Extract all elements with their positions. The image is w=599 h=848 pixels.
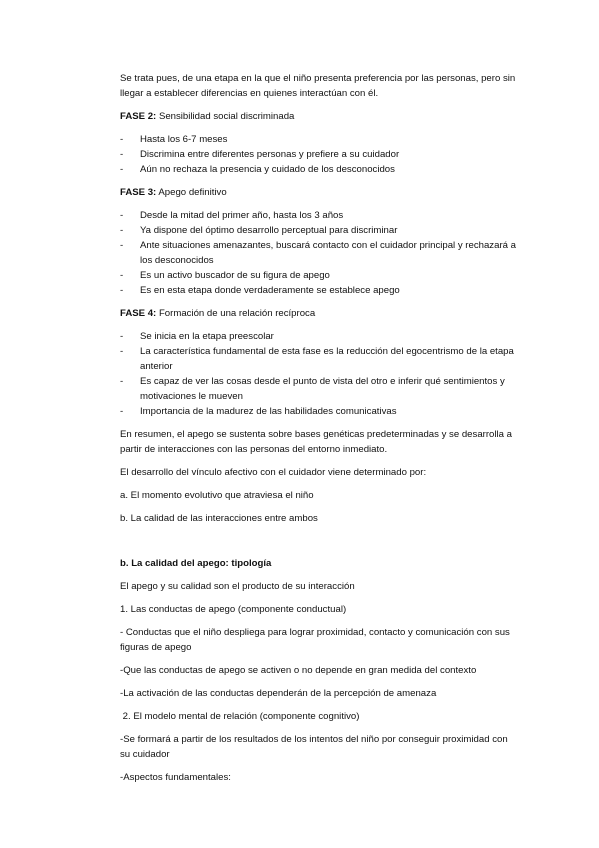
list-item: - Ante situaciones amenazantes, buscará contacto con el cuidador principal y rechazará a los desconocidos — [120, 240, 516, 266]
phase-2-heading — [120, 109, 520, 124]
paragraph: 1. Las conductas de apego (componente conductual) — [120, 604, 347, 615]
paragraph: 2. El modelo mental de relación (componente cognitivo) — [120, 711, 360, 722]
intro-paragraph: Se trata pues, de una etapa en la que el niño presenta preferencia por las personas, pero sin llegar a establecer diferencias en quienes interactúan con él. — [120, 73, 516, 99]
phase-3-label: FASE 3: — [120, 187, 157, 198]
phase-3-list — [120, 208, 520, 298]
paragraph: -Que las conductas de apego se activen o no depende en gran medida del contexto — [120, 665, 477, 676]
determinant-b: b. La calidad de las interacciones entre ambos — [120, 513, 318, 524]
phase-4-title: Formación de una relación recíproca — [158, 308, 316, 319]
phase-3-title: Apego definitivo — [158, 187, 227, 198]
list-item: - Se inicia en la etapa preescolar — [120, 331, 274, 342]
list-item: - Ya dispone del óptimo desarrollo perceptual para discriminar — [120, 225, 398, 236]
summary-paragraph: En resumen, el apego se sustenta sobre bases genéticas predeterminadas y se desarrolla a partir de interacciones con las personas del entorno inmediato. — [120, 429, 512, 455]
list-item: - Hasta los 6-7 meses — [120, 134, 228, 145]
phase-4-label: FASE 4: — [120, 308, 157, 319]
phase-3-heading — [120, 185, 520, 200]
paragraph: El apego y su calidad son el producto de su interacción — [120, 581, 355, 592]
list-item: - Aún no rechaza la presencia y cuidado de los desconocidos — [120, 164, 395, 175]
paragraph: - Conductas que el niño despliega para lograr proximidad, contacto y comunicación con sus figuras de apego — [120, 627, 510, 653]
phase-4-list — [120, 329, 520, 419]
paragraph: -Aspectos fundamentales: — [120, 772, 231, 783]
phase-2-title: Sensibilidad social discriminada — [158, 111, 295, 122]
list-item: - Es en esta etapa donde verdaderamente se establece apego — [120, 285, 400, 296]
paragraph: -La activación de las conductas dependerán de la percepción de amenaza — [120, 688, 437, 699]
section-b-heading: b. La calidad del apego: tipología — [120, 558, 272, 569]
phase-2-list — [120, 132, 520, 177]
list-item: - Importancia de la madurez de las habilidades comunicativas — [120, 406, 397, 417]
list-item: - Desde la mitad del primer año, hasta los 3 años — [120, 210, 344, 221]
document-body — [120, 71, 520, 793]
determinants-intro: El desarrollo del vínculo afectivo con el cuidador viene determinado por: — [120, 467, 427, 478]
list-item: - La característica fundamental de esta fase es la reducción del egocentrismo de la etapa anterior — [120, 346, 514, 372]
paragraph: -Se formará a partir de los resultados de los intentos del niño por conseguir proximidad con su cuidador — [120, 734, 508, 760]
determinant-a: a. El momento evolutivo que atraviesa el niño — [120, 490, 314, 501]
phase-2-label: FASE 2: — [120, 111, 157, 122]
list-item: - Discrimina entre diferentes personas y prefiere a su cuidador — [120, 149, 400, 160]
phase-4-heading — [120, 306, 520, 321]
list-item: - Es un activo buscador de su figura de apego — [120, 270, 330, 281]
list-item: - Es capaz de ver las cosas desde el punto de vista del otro e inferir qué sentimientos y motivaciones le mueven — [120, 376, 505, 402]
